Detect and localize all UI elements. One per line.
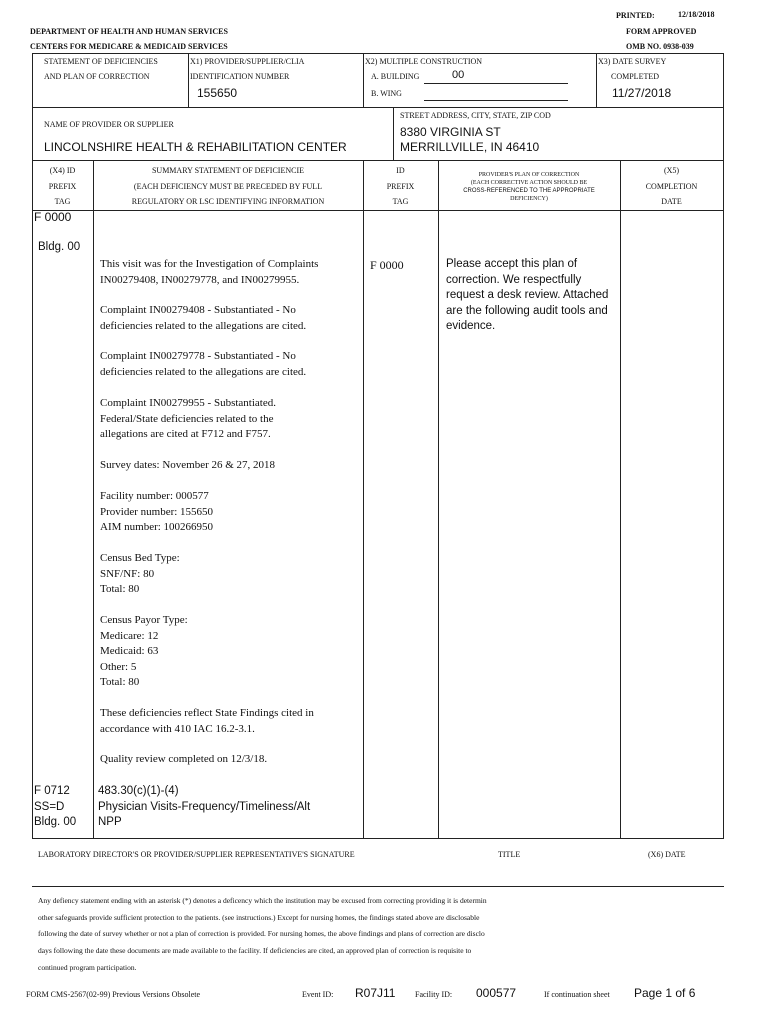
disclaimer-text: Any defiency statement ending with an asterisk (*) denotes a deficency which the institution may be excused from correcting providing it is determin other safeguards provide sufficient protection to the patients. (see instructions.) Except for nursing homes, the findings stated above are disclosable following the date of survey whether or not a plan of correction is provided. For nursing homes, the above findings and plans of correction are disclo days following the date these documents are made available to the facility. If deficiencies are cited, an approved plan of correction is requisite to continued program participation. — [38, 896, 487, 972]
plan-header-3: CROSS-REFERENCED TO THE APPROPRIATE — [463, 188, 595, 194]
provider-name: LINCOLNSHIRE HEALTH & REHABILITATION CENTER — [44, 140, 347, 154]
omb-number: OMB NO. 0938-039 — [626, 42, 694, 51]
prefix-tag-1: F 0000 — [34, 210, 72, 224]
prefix-tag-2: F 0712 SS=D Bldg. 00 — [34, 785, 77, 828]
facility-id-value: 000577 — [476, 986, 517, 1000]
printed-label: PRINTED: — [616, 11, 655, 20]
event-id-label: Event ID: — [302, 990, 334, 999]
plan-header-4: DEFICIENCY) — [510, 196, 548, 202]
summary-paragraph: Quality review completed on 12/3/18. — [100, 753, 268, 765]
x5-header-1: (X5) — [663, 166, 680, 175]
rule — [32, 838, 724, 839]
plan-header-1: PROVIDER'S PLAN OF CORRECTION — [478, 172, 580, 178]
construction-label: X2) MULTIPLE CONSTRUCTION — [365, 57, 483, 66]
id-header-3: TAG — [392, 197, 409, 206]
plan-of-correction-text: Please accept this plan of correction. We respectfully request a desk review. Attached are the following audit tools and evidence. — [446, 258, 609, 332]
wing-label: B. WING — [371, 89, 402, 98]
department-title: DEPARTMENT OF HEALTH AND HUMAN SERVICES — [30, 27, 228, 36]
wing-underline — [424, 100, 568, 101]
id-prefix-tag: F 0000 — [370, 258, 404, 272]
rule — [32, 53, 724, 54]
summary-header-2: (EACH DEFICIENCY MUST BE PRECEDED BY FULL — [133, 182, 323, 191]
title-label: TITLE — [498, 850, 521, 859]
rule — [363, 160, 364, 838]
building-label: A. BUILDING — [371, 72, 420, 81]
completed-label: COMPLETED — [611, 72, 659, 81]
summary-paragraph: Complaint IN00279408 - Substantiated - No deficiencies related to the allegations are cited. — [100, 304, 307, 332]
form-id: FORM CMS-2567(02-99) Previous Versions Obsolete — [26, 990, 201, 999]
id-header-1: ID — [396, 166, 405, 175]
summary-paragraph: These deficiencies reflect State Findings cited in accordance with 410 IAC 16.2-3.1. — [100, 707, 314, 735]
rule — [723, 53, 724, 838]
regulation-text: 483.30(c)(1)-(4) Physician Visits-Frequency/Timeliness/Alt NPP — [98, 785, 311, 828]
x5-header-2: COMPLETION — [645, 182, 698, 191]
continuation-label: If continuation sheet — [544, 990, 610, 999]
centers-title: CENTERS FOR MEDICARE & MEDICAID SERVICES — [30, 42, 228, 51]
x4-header-1: (X4) ID — [49, 166, 76, 175]
plan-header-2: (EACH CORRECTIVE ACTION SHOULD BE — [470, 180, 588, 186]
rule — [620, 160, 621, 838]
address-city: MERRILLVILLE, IN 46410 — [400, 140, 540, 154]
facility-id-label: Facility ID: — [415, 990, 453, 999]
summary-header-3: REGULATORY OR LSC IDENTIFYING INFORMATION — [131, 197, 325, 206]
summary-paragraph: Census Bed Type: SNF/NF: 80 Total: 80 — [100, 552, 180, 595]
form-approved: FORM APPROVED — [626, 27, 697, 36]
provider-id-label-1: X1) PROVIDER/SUPPLIER/CLIA — [190, 57, 305, 66]
provider-name-label: NAME OF PROVIDER OR SUPPLIER — [44, 120, 174, 129]
address-street: 8380 VIRGINIA ST — [400, 125, 501, 139]
printed-date: 12/18/2018 — [678, 10, 715, 19]
summary-paragraph: Survey dates: November 26 & 27, 2018 — [100, 459, 276, 471]
summary-paragraph: Complaint IN00279778 - Substantiated - No deficiencies related to the allegations are cited. — [100, 350, 307, 378]
date-survey-label: X3) DATE SURVEY — [598, 57, 667, 66]
x4-header-2: PREFIX — [48, 182, 77, 191]
x4-header-3: TAG — [54, 197, 71, 206]
id-header-2: PREFIX — [386, 182, 415, 191]
event-id-value: R07J11 — [355, 986, 396, 1000]
building-underline — [424, 83, 568, 84]
rule — [596, 53, 597, 107]
address-label: STREET ADDRESS, CITY, STATE, ZIP COD — [400, 111, 551, 120]
building-value: 00 — [452, 69, 465, 81]
rule — [188, 53, 189, 107]
x5-header-3: DATE — [661, 197, 682, 206]
summary-paragraph: Facility number: 000577 Provider number: 155650 AIM number: 100266950 — [100, 490, 214, 533]
rule — [393, 107, 394, 160]
rule — [32, 886, 724, 887]
page-number: Page 1 of 6 — [634, 986, 696, 1000]
rule — [32, 107, 724, 108]
rule — [93, 160, 94, 838]
summary-header-1: SUMMARY STATEMENT OF DEFICIENCIE — [151, 166, 305, 175]
rule — [438, 160, 439, 838]
summary-paragraph: This visit was for the Investigation of Complaints IN00279408, IN00279778, and IN00279955. — [100, 258, 319, 286]
x6-date-label: (X6) DATE — [648, 850, 686, 859]
survey-date-value: 11/27/2018 — [612, 86, 672, 100]
statement-label-2: AND PLAN OF CORRECTION — [44, 72, 150, 81]
provider-id-label-2: IDENTIFICATION NUMBER — [190, 72, 290, 81]
statement-label-1: STATEMENT OF DEFICIENCIES — [44, 57, 158, 66]
signature-label: LABORATORY DIRECTOR'S OR PROVIDER/SUPPLIER REPRESENTATIVE'S SIGNATURE — [38, 850, 355, 859]
summary-paragraph: Census Payor Type: Medicare: 12 Medicaid: 63 Other: 5 Total: 80 — [100, 614, 188, 688]
summary-paragraph: Complaint IN00279955 - Substantiated. Federal/State deficiencies related to the allegations are cited at F712 and F757. — [100, 397, 276, 440]
building-tag-1: Bldg. 00 — [38, 241, 81, 253]
provider-id-value: 155650 — [197, 86, 238, 100]
rule — [363, 53, 364, 107]
